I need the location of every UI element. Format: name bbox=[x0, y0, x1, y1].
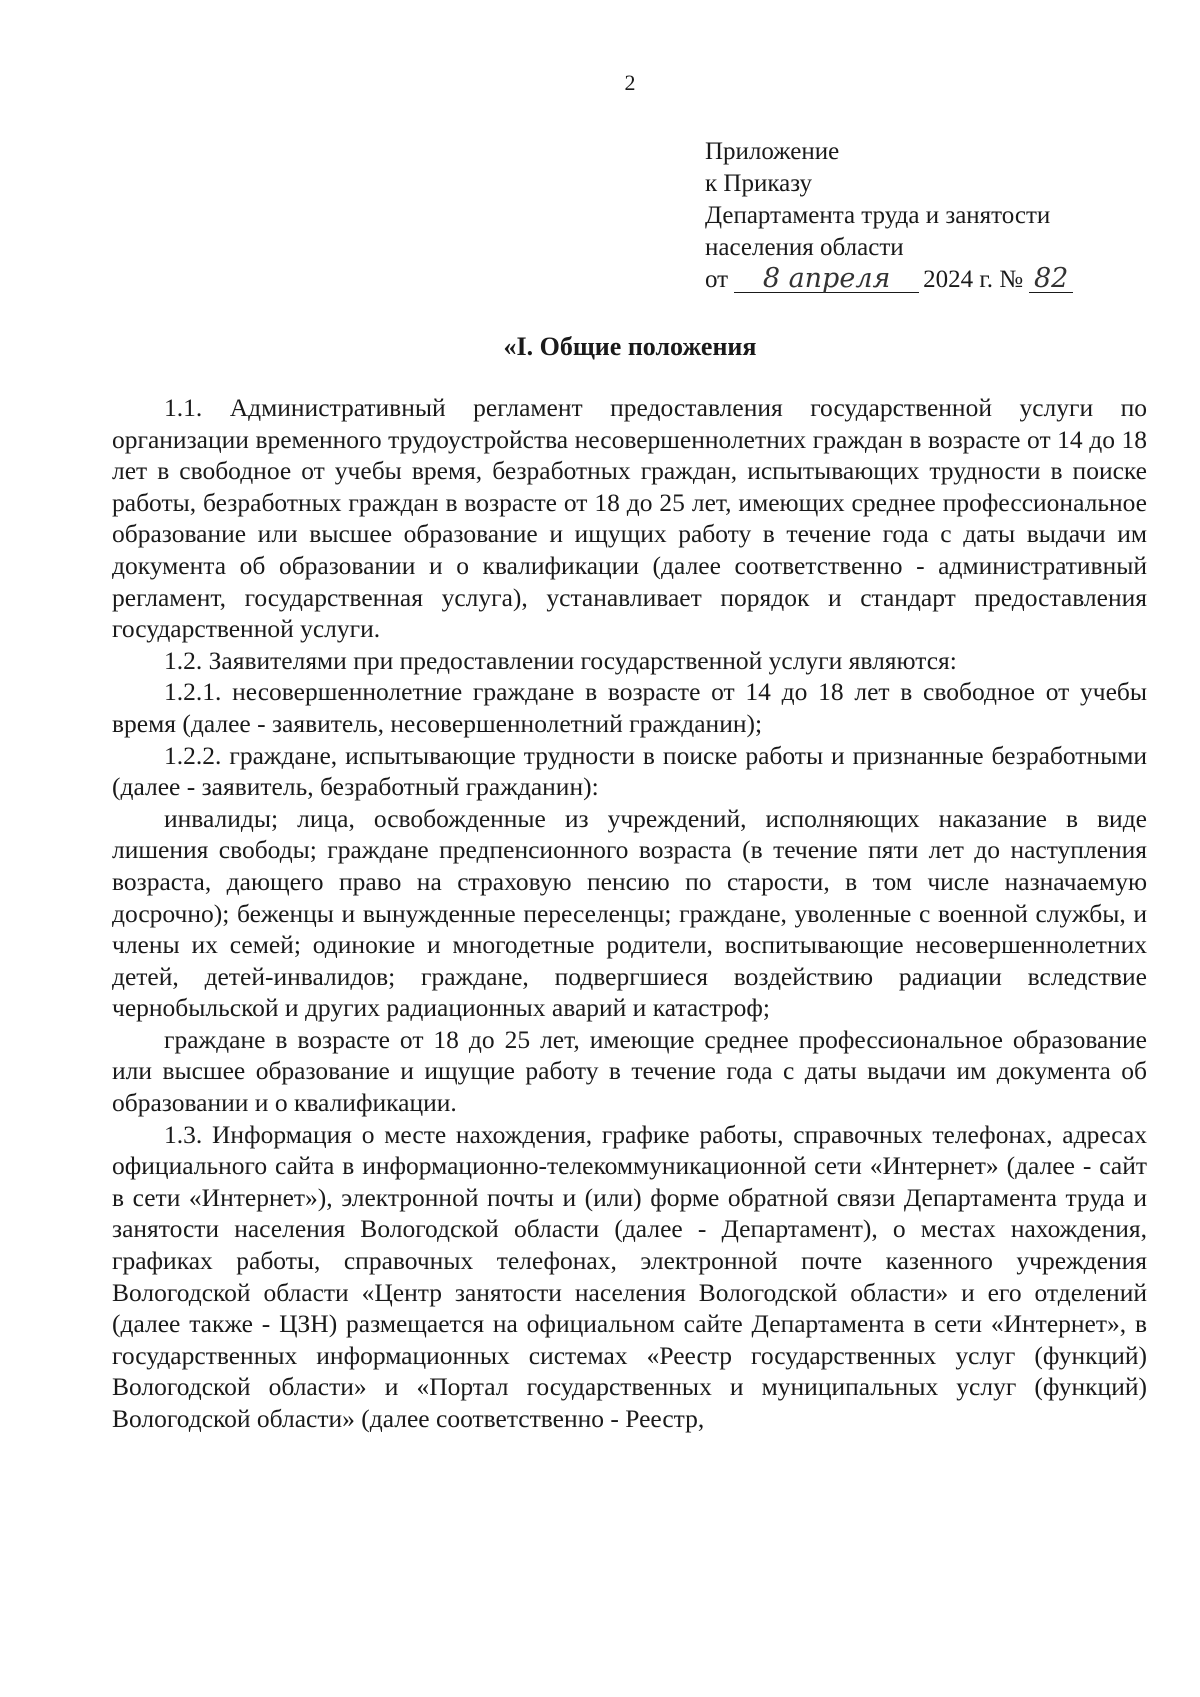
appendix-line: Приложение bbox=[705, 138, 840, 165]
appendix-line: к Приказу bbox=[705, 170, 813, 197]
section-title: «I. Общие положения bbox=[503, 332, 757, 361]
appendix-line: населения области bbox=[705, 234, 904, 261]
appendix-date-line bbox=[705, 264, 1073, 296]
paragraph-1-2: 1.2. Заявителями при предоставлении государственной услуги являются: bbox=[164, 645, 957, 675]
appendix-block bbox=[705, 136, 1073, 296]
handwritten-number: 82 bbox=[1029, 266, 1073, 293]
handwritten-date: 8 апреля bbox=[734, 266, 919, 293]
date-prefix: от bbox=[705, 266, 729, 293]
paragraph-youth: граждане в возрасте от 18 до 25 лет, имеющие среднее профессиональное образование или высшее образование и ищущие работу в течение года с даты выдачи им документа об образовании и о квалификации. bbox=[112, 1024, 1147, 1118]
paragraph-1-2-2: 1.2.2. граждане, испытывающие трудности в поиске работы и признанные безработными (далее - заявитель, безработный гражданин): bbox=[112, 740, 1147, 802]
appendix-line: Департамента труда и занятости bbox=[705, 202, 1051, 229]
paragraph-categories: инвалиды; лица, освобожденные из учреждений, исполняющих наказание в виде лишения свободы; граждане предпенсионного возраста (в течение пяти лет до наступления возраста, дающего право на страховую пенсию по старости, в том числе назначаемую досрочно); беженцы и вынужденные переселенцы; граждане, уволенные с военной службы, и члены их семей; одинокие и многодетные родители, воспитывающие несовершеннолетних детей, детей-инвалидов; граждане, подвергшиеся воздействию радиации вследствие чернобыльской и других радиационных аварий и катастроф; bbox=[112, 803, 1147, 1023]
paragraph-1-1: 1.1. Административный регламент предоставления государственной услуги по организации временного трудоустройства несовершеннолетних граждан в возрасте от 14 до 18 лет в свободное от учебы время, безработных граждан, испытывающих трудности в поиске работы, безработных граждан в возрасте от 18 до 25 лет, имеющих среднее профессиональное образование или высшее образование и ищущих работу в течение года с даты выдачи им документа об образовании и о квалификации (далее соответственно - административный регламент, государственная услуга), устанавливает порядок и стандарт предоставления государственной услуги. bbox=[112, 393, 1147, 644]
year-and-number-label: 2024 г. № bbox=[923, 266, 1024, 293]
paragraph-1-2-1: 1.2.1. несовершеннолетние граждане в возрасте от 14 до 18 лет в свободное от учебы время (далее - заявитель, несовершеннолетний гражданин); bbox=[112, 677, 1147, 738]
document-body bbox=[112, 392, 1147, 1435]
paragraph-1-3: 1.3. Информация о месте нахождения, графике работы, справочных телефонах, адресах официального сайта в информационно-телекоммуникационной сети «Интернет» (далее - сайт в сети «Интернет»), электронной почты и (или) форме обратной связи Департамента труда и занятости населения Вологодской области (далее - Департамент), о местах нахождения, графиках работы, справочных телефонах, электронной почте казенного учреждения Вологодской области «Центр занятости населения Вологодской области» и его отделений (далее также - ЦЗН) размещается на официальном сайте Департамента в сети «Интернет», в государственных информационных системах «Реестр государственных услуг (функций) Вологодской области» и «Портал государственных и муниципальных услуг (функций) Вологодской области» (далее соответственно - Реестр, bbox=[112, 1119, 1147, 1433]
page-number: 2 bbox=[624, 70, 636, 95]
